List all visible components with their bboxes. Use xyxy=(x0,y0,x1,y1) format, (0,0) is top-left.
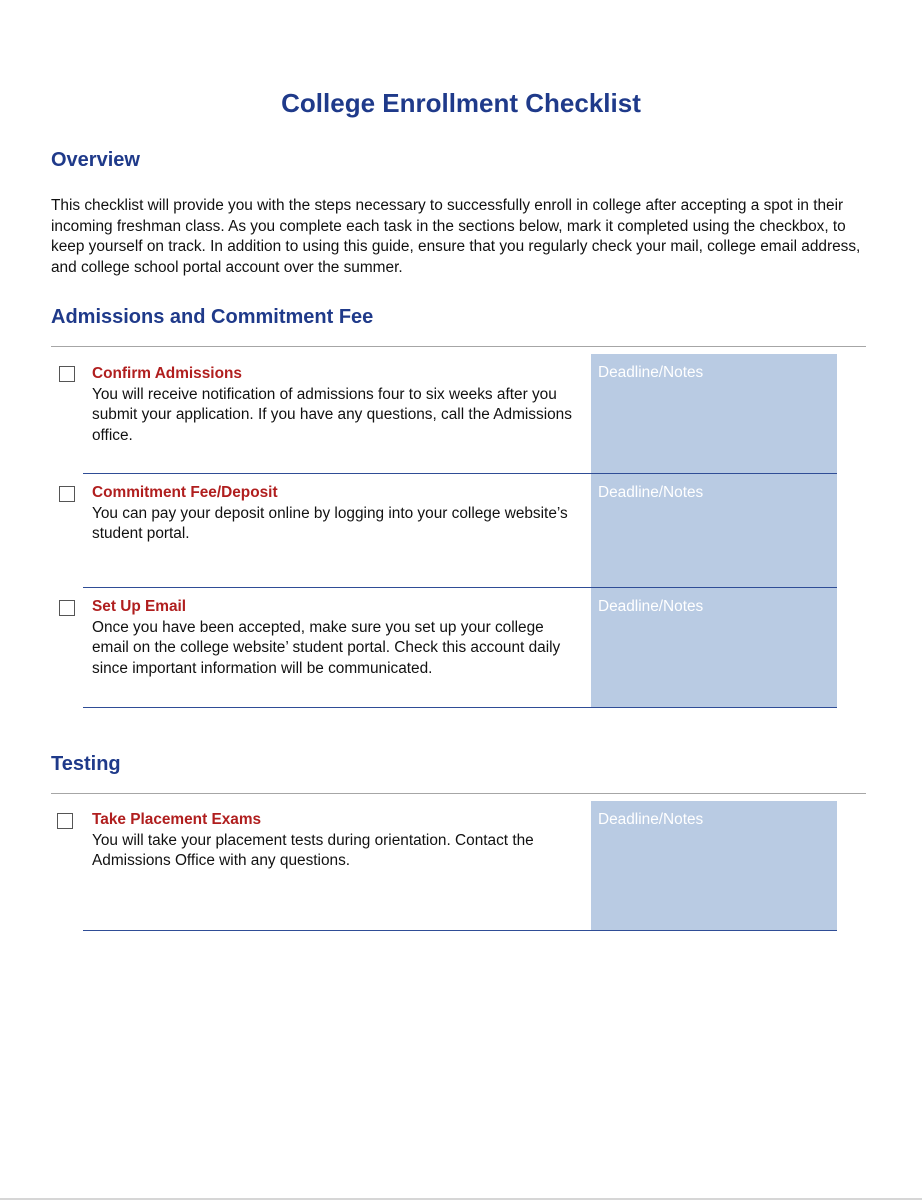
deadline-notes-field[interactable]: Deadline/Notes xyxy=(591,588,837,707)
task-description: Once you have been accepted, make sure you set up your college email on the college website’ student portal. Check this account daily since important information will be communicated. xyxy=(92,618,561,677)
overview-text: This checklist will provide you with the steps necessary to successfully enroll in college after accepting a spot in their incoming freshman class. As you complete each task in the sections below, mark it completed using the checkbox, to keep yourself on track. In addition to using this guide, ensure that you regularly check your mail, college email address, and college school portal account over the summer. xyxy=(51,197,861,276)
task-title: Confirm Admissions xyxy=(92,365,242,382)
task-commitment-fee xyxy=(51,474,837,588)
task-confirm-admissions xyxy=(51,354,837,474)
row-divider xyxy=(83,930,837,931)
task-text xyxy=(92,810,582,872)
deadline-notes-field[interactable]: Deadline/Notes xyxy=(591,354,837,473)
task-description: You can pay your deposit online by logging into your college website’s student portal. xyxy=(92,504,568,543)
task-text xyxy=(92,483,582,545)
task-description: You will receive notification of admissions four to six weeks after you submit your application. If you have any questions, call the Admissions office. xyxy=(92,385,572,444)
section-divider xyxy=(51,346,866,347)
task-placement-exams xyxy=(51,801,837,932)
testing-section-heading: Testing xyxy=(51,753,121,775)
placement-exams-checkbox[interactable] xyxy=(57,813,73,829)
confirm-admissions-checkbox[interactable] xyxy=(59,366,75,382)
admissions-section-heading: Admissions and Commitment Fee xyxy=(51,306,374,328)
task-set-up-email xyxy=(51,588,837,708)
task-description: You will take your placement tests during orientation. Contact the Admissions Office with any questions. xyxy=(92,831,534,870)
section-divider xyxy=(51,793,866,794)
set-up-email-checkbox[interactable] xyxy=(59,600,75,616)
commitment-fee-checkbox[interactable] xyxy=(59,486,75,502)
page-title: College Enrollment Checklist xyxy=(281,88,641,118)
task-text xyxy=(92,597,582,679)
deadline-notes-field[interactable]: Deadline/Notes xyxy=(591,801,837,930)
overview-heading: Overview xyxy=(51,149,140,171)
task-title: Commitment Fee/Deposit xyxy=(92,484,278,501)
row-divider xyxy=(83,707,837,708)
task-text xyxy=(92,364,582,446)
task-title: Set Up Email xyxy=(92,598,187,615)
deadline-notes-field[interactable]: Deadline/Notes xyxy=(591,474,837,587)
task-title: Take Placement Exams xyxy=(92,811,262,828)
